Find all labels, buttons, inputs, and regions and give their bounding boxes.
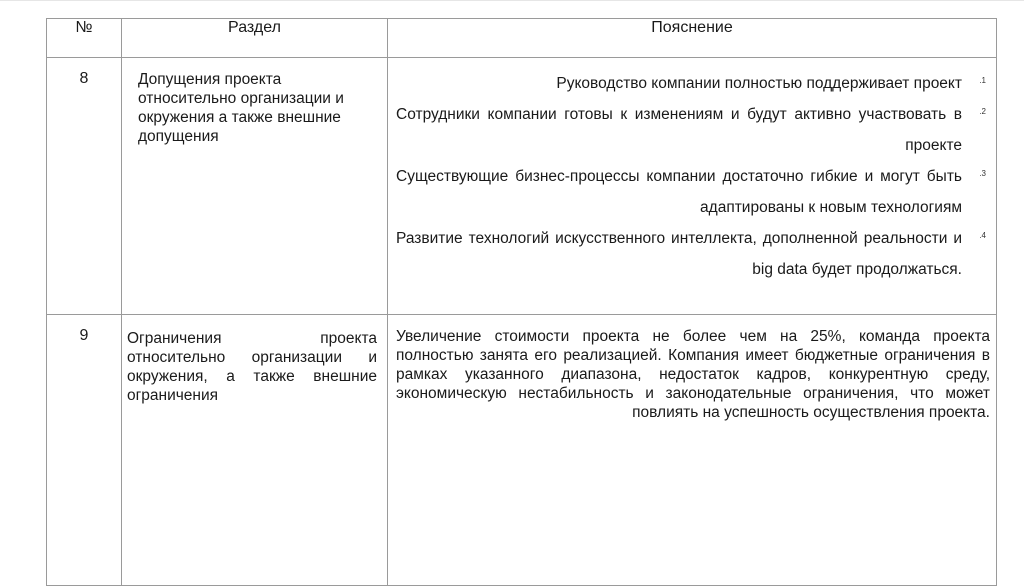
row-explanation: Увеличение стоимости проекта не более чем на 25%, команда проекта полностью занята его реализацией. Компания имеет бюджетные ограничения в рамках указанного диапазона, недостаток кадров, конкурентную среду, экономическую нестабильность и законодательные ограничения, что может повлиять на успешность осуществления проекта.	[388, 315, 997, 586]
list-marker: .3	[979, 169, 986, 178]
table-row	[47, 58, 997, 315]
header-explanation: Пояснение	[388, 19, 997, 58]
document-table	[46, 18, 997, 586]
row-number: 8	[47, 58, 122, 315]
list-item	[396, 68, 986, 99]
list-item	[396, 161, 986, 223]
row-section: Допущения проекта относительно организации и окружения а также внешние допущения	[122, 58, 388, 315]
row-number: 9	[47, 315, 122, 586]
list-item-text: Сотрудники компании готовы к изменениям и будут активно участвовать в проекте	[396, 106, 962, 154]
row-explanation-list	[388, 58, 997, 315]
list-item-text: Руководство компании полностью поддерживает проект	[556, 75, 962, 92]
list-item-text: Существующие бизнес-процессы компании достаточно гибкие и могут быть адаптированы к новым технологиям	[396, 168, 962, 216]
header-num: №	[47, 19, 122, 58]
list-item	[396, 99, 986, 161]
list-marker: .2	[979, 107, 986, 116]
list-item-text: Развитие технологий искусственного интеллекта, дополненной реальности и big data будет продолжаться.	[396, 230, 962, 278]
list-marker: .4	[979, 231, 986, 240]
table-row	[47, 315, 997, 586]
header-section: Раздел	[122, 19, 388, 58]
top-rule	[0, 0, 1024, 1]
list-marker: .1	[979, 76, 986, 85]
table-header-row	[47, 19, 997, 58]
row-section: Ограничения проекта относительно организации и окружения, а также внешние ограничения	[122, 315, 388, 586]
list-item	[396, 223, 986, 285]
